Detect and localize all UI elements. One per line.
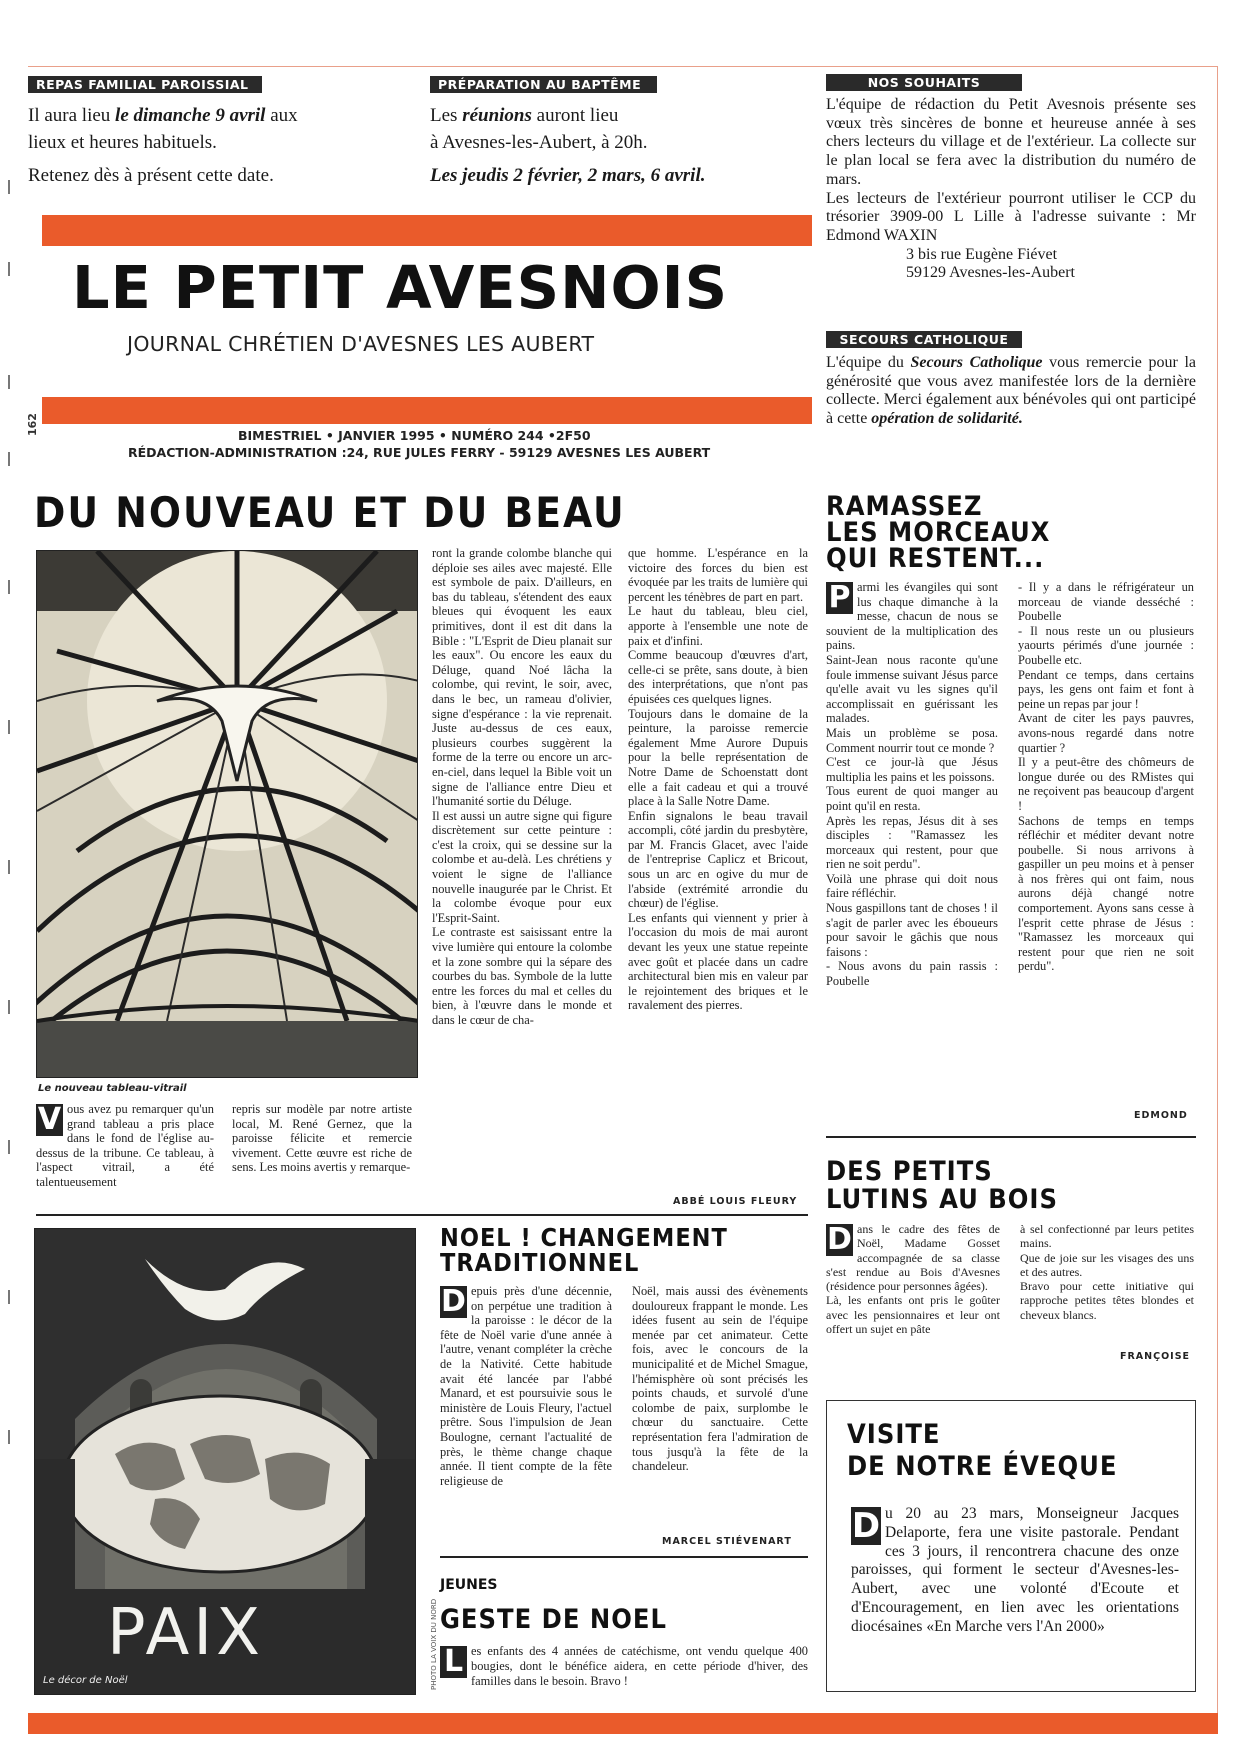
nouveau-col3: que homme. L'espérance en la victoire des forces du bien est évoquée par les traits de lumière qui percent les ténèbres de part en part. Le haut du tableau, bleu ciel, apporte à l'ensemble une note de paix et d'infini. Comme beaucoup d'œuvres d'art, celle-ci se prête, sans doute, à bien des interprétations, que n'ont pas épuisées ces quelques lignes. Toujours dans le domaine de la peinture, la paroisse remercie également Mme Aurore Dupuis pour la belle représentation de Notre Dame de Schoenstatt dont elle a fait cadeau et qui a trouvé place à la Salle Notre Dame. Enfin signalons le beau travail accompli, côté jardin du presbytère, par M. Francis Glacet, avec l'aide de l'entreprise Caplicz et Bricout, sous un arc en ogive du mur de l'abside (extrémité arrondie du chœur) de l'église. Les enfants qui viennent y prier à l'occasion du mois de mai auront devant les yeux une statue repeinte avec goût et placée dans un cadre architectural bien mis en valeur par le rejointement des briques et le ravalement des pierres. — [628, 546, 808, 1013]
ramassez-headline: RAMASSEZ LES MORCEAUX QUI RESTENT... — [826, 491, 1051, 574]
nouveau-intro-col1: V ous avez pu remarquer qu'un grand tableau a pris place dans le fond de l'église au-dessus de la tribune. Ce tableau, à l'aspect vitrail, a été talentueusement — [36, 1102, 214, 1189]
visite-headline: VISITE DE NOTRE ÉVEQUE — [847, 1419, 1118, 1482]
repas-text: Il aura lieu le dimanche 9 avril aux lieux et heures habituels. Retenez dès à présent cette date. — [28, 105, 298, 186]
masthead-title: LE PETIT AVESNOIS — [72, 253, 729, 322]
masthead-bar-bottom — [42, 397, 812, 424]
noel-rule — [440, 1556, 808, 1558]
photo-credit: PHOTO LA VOIX DU NORD — [430, 1598, 438, 1690]
vitrail-caption: Le nouveau tableau-vitrail — [38, 1083, 187, 1094]
nouveau-intro-col2: repris sur modèle par notre artiste local, M. René Gernez, que la paroisse félicite et remercie vivement. Cette œuvre est riche de sens. Les moins avertis y remarque- — [232, 1102, 412, 1175]
lutins-col2: à sel confectionné par leurs petites mains. Que de joie sur les visages des uns et des autres. Bravo pour cette initiative qui rapproche petites têtes blondes et cheveux blancs. — [1020, 1222, 1194, 1322]
tag-bapteme: PRÉPARATION AU BAPTÊME — [430, 76, 657, 93]
visite-text: D u 20 au 23 mars, Monseigneur Jacques Delaporte, fera une visite pastorale. Pendant ces 3 jours, il rencontrera chacune des onze paroisses, qui forment le secteur d'Avesnes-les-Aubert, avec une volonté d'Ecoute et d'Encouragement, en lien avec les orientations diocésaines «En Marche vers l'An 2000» — [851, 1505, 1179, 1635]
tag-repas: REPAS FAMILIAL PAROISSIAL — [28, 76, 262, 93]
ramassez-col2: - Il y a dans le réfrigérateur un morceau de viande desséché : Poubelle - Il nous reste un ou plusieurs yaourts périmés d'une journée : Poubelle etc. Pendant ce temps, dans certains pays, les gens ont faim et font à peine un repas par jour ! Avant de citer les pays pauvres, avons-nous regardé dans notre quartier ? Il y a peut-être des chômeurs de longue durée ou des RMistes qui ne reçoivent pas beaucoup d'argent ! Sachons de temps en temps réfléchir et méditer devant notre poubelle. Si nous arrivons à gaspiller un peu moins et à penser à nos frères qui ont faim, nous aurons déjà changé notre comportement. Ayons sans cesse à l'esprit cette phrase de Jésus : "Ramassez les morceaux qui restent pour que rien ne soit perdu". — [1018, 580, 1194, 974]
vitrail-image — [36, 550, 418, 1078]
noel-col2: Noël, mais aussi des évènements douloureux frappant le monde. Les idées fusent au sein de l'équipe menée par cet animateur. Cette fois, avec le concours de la municipalité et de Michel Smague, l'hémisphère où sont précisés les points chauds, et survolé d'une colombe de paix, surplombe le chœur du sanctuaire. Cette représentation fera l'admiration de tous jusqu'à la fête de la chandeleur. — [632, 1284, 808, 1474]
ramassez-col1: P armi les évangiles qui sont lus chaque dimanche à la messe, chacun de nous se souvient de la multiplication des pains. Saint-Jean nous raconte qu'une foule immense suivant Jésus parce qu'elle avait vu les signes qu'il accomplissait en guérissant les malades. Mais un problème se posa. Comment nourrir tout ce monde ? C'est ce jour-là que Jésus multiplia les pains et les poissons. Tous eurent de quoi manger au point qu'il en resta. Après les repas, Jésus dit à ses disciples : "Ramassez les morceaux qui restent, pour que rien ne soit perdu". Voilà une phrase qui doit nous faire réfléchir. Nous gaspillons tant de choses ! il s'agit de parler avec les éboueurs pour savoir le gâchis que nous faisons : - Nous avons du pain rassis : Poubelle — [826, 580, 998, 989]
noel-photo — [34, 1228, 416, 1695]
tag-souhaits: NOS SOUHAITS — [826, 74, 1022, 91]
noel-caption: Le décor de Noël — [43, 1675, 128, 1686]
page-border-top — [28, 66, 1218, 67]
lutins-col1: D ans le cadre des fêtes de Noël, Madame Gosset accompagnée de sa classe s'est rendue au Bois d'Avesnes (résidence pour personnes âgées). Là, les enfants ont pris le goûter avec les pensionnaires et leur ont offert un sujet en pâte — [826, 1222, 1000, 1337]
noel-col1: D epuis près d'une décennie, on perpétue une tradition à la paroisse : le décor de la fête de Noël varie d'une année à l'autre, venant compléter la crèche de la Nativité. Cette habitude avait été lancée par l'abbé Manard, et est poursuivie sous le ministère de Louis Fleury, l'actuel prêtre. Sous l'impulsion de Jean Boulogne, cernant l'actualité de près, le thème change chaque année. Il tient compte de la fête religieuse de — [440, 1284, 612, 1488]
bottom-bar — [28, 1713, 1218, 1734]
lutins-signature: FRANÇOISE — [1120, 1351, 1191, 1362]
masthead-issue: BIMESTRIEL • JANVIER 1995 • NUMÉRO 244 •2F50 — [238, 428, 591, 443]
paix-text: PAIX — [107, 1596, 264, 1670]
masthead-address: RÉDACTION-ADMINISTRATION :24, RUE JULES FERRY - 59129 AVESNES LES AUBERT — [128, 445, 711, 460]
masthead-subtitle: JOURNAL CHRÉTIEN D'AVESNES LES AUBERT — [127, 332, 595, 356]
page-border-right — [1217, 66, 1218, 1726]
noel-signature: MARCEL STIÉVENART — [662, 1536, 792, 1547]
nouveau-col2: ront la grande colombe blanche qui déploie ses ailes avec majesté. Elle est symbole de paix. D'ailleurs, en bas du tableau, s'étendent des eaux bleues qui évoquent les eaux primitives, dont il est dit dans la Bible : "L'Esprit de Dieu planait sur les eaux". Ou encore les eaux du Déluge, quand Noé lâcha la colombe, qui revint, le soir, avec, dans le bec, un rameau d'olivier, signe d'espérance : la vie reprenait. Juste au-dessus de ces eaux, plusieurs courbes suggèrent la forme de la terre ou encore un arc-en-ciel, dans lequel la Bible voit un signe de l'alliance entre Dieu et l'humanité sortie du Déluge. Il est aussi un autre signe qui figure discrètement sur cette peinture : c'est la croix, qui se dessine sur la colombe et au-delà. Les chrétiens y voient le signe de l'alliance nouvelle inaugurée par le Christ. Et la colombe évoque pour eux l'Esprit-Saint. Le contraste est saisissant entre la vive lumière qui entoure la colombe et la zone sombre qui la sépare des courbes du bas. Symbole de la lutte entre les forces du mal et celles du bien, à l'œuvre dans le monde et dans le cœur de cha- — [432, 546, 612, 1027]
jeunes-text: L es enfants des 4 années de catéchisme, ont vendu quelque 400 bougies, dont le bénéfice aidera, en cette période d'hiver, des familles dans le besoin. Bravo ! — [440, 1644, 808, 1704]
jeunes-headline: GESTE DE NOEL — [440, 1604, 667, 1635]
secours-text: L'équipe du Secours Catholique vous remercie pour la générosité que vous avez manifestée lors de la dernière collecte. Merci également aux bénévoles qui ont participé à cette opération de solidarité. — [826, 354, 1196, 428]
nouveau-signature: ABBÉ LOUIS FLEURY — [673, 1196, 798, 1207]
bapteme-text: Les réunions auront lieu à Avesnes-les-Aubert, à 20h. Les jeudis 2 février, 2 mars, 6 avril. — [430, 105, 706, 186]
noel-headline: NOEL ! CHANGEMENT TRADITIONNEL — [440, 1223, 728, 1277]
ramassez-signature: EDMOND — [1134, 1110, 1188, 1121]
lutins-headline: DES PETITS LUTINS AU BOIS — [826, 1156, 1058, 1215]
tag-secours: SECOURS CATHOLIQUE — [826, 331, 1022, 348]
masthead-bar-top — [42, 215, 812, 246]
ramassez-rule — [826, 1136, 1196, 1138]
souhaits-text: L'équipe de rédaction du Petit Avesnois présente ses vœux très sincères de bonne et heureuse année à ses chers lecteurs du village et de l'extérieur. La collecte sur le plan local se fera avec la distribution du numéro de mars. Les lecteurs de l'extérieur pourront utiliser le CCP du trésorier 3909-00 L Lille à l'adresse suivante : Mr Edmond WAXIN 3 bis rue Eugène Fiévet 59129 Avesnes-les-Aubert — [826, 96, 1196, 282]
nouveau-headline: DU NOUVEAU ET DU BEAU — [34, 488, 626, 537]
jeunes-kicker: JEUNES — [440, 1577, 498, 1593]
nouveau-rule — [36, 1214, 808, 1216]
margin-number: 162 — [26, 413, 39, 436]
visite-box — [826, 1400, 1196, 1692]
